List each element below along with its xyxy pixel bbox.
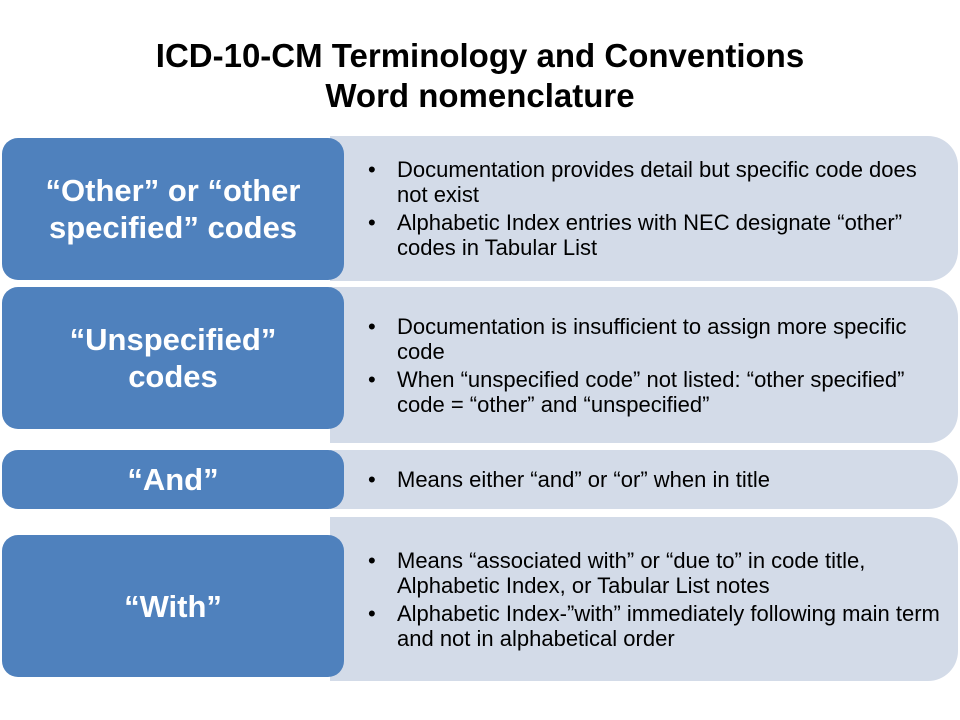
term-label-line: “Unspecified” — [69, 322, 277, 357]
term-label-line: “With” — [124, 588, 222, 624]
bullet-list — [368, 154, 944, 263]
term-label-with — [2, 535, 344, 677]
term-row-other — [0, 136, 960, 281]
term-label-line: “And” — [127, 462, 219, 497]
term-label-line: specified” codes — [48, 210, 298, 245]
term-label-other — [2, 138, 344, 280]
slide-title-line-1: ICD-10-CM Terminology and Conventions — [155, 37, 805, 74]
slide-title-line-2: Word nomenclature — [325, 77, 635, 114]
bullet-item: • When “unspecified code” not listed: “other specified” code = “other” and “unspecified” — [368, 367, 944, 417]
bullet-item: • Documentation provides detail but specific code does not exist — [368, 157, 944, 207]
bullet-item: • Alphabetic Index entries with NEC designate “other” codes in Tabular List — [368, 210, 944, 260]
bullet-item: • Means “associated with” or “due to” in code title, Alphabetic Index, or Tabular List notes — [368, 548, 944, 598]
bullet-item: • Means either “and” or “or” when in title — [368, 467, 944, 492]
term-description-and — [330, 450, 958, 509]
term-label-line: “Other” or “other — [45, 173, 301, 208]
bullet-item: • Alphabetic Index-”with” immediately following main term and not in alphabetical order — [368, 601, 944, 651]
term-row-and — [0, 450, 960, 509]
term-description-other — [330, 136, 958, 281]
bullet-item: • Documentation is insufficient to assign more specific code — [368, 314, 944, 364]
bullet-list — [368, 311, 944, 420]
term-row-unspecified — [0, 287, 960, 443]
term-label-unspecified — [2, 287, 344, 429]
term-description-with — [330, 517, 958, 681]
term-label-line: codes — [128, 359, 218, 394]
bullet-list — [368, 464, 944, 495]
bullet-list — [368, 545, 944, 654]
term-row-with — [0, 517, 960, 681]
term-label-and — [2, 450, 344, 509]
term-description-unspecified — [330, 287, 958, 443]
slide-title — [0, 36, 960, 116]
